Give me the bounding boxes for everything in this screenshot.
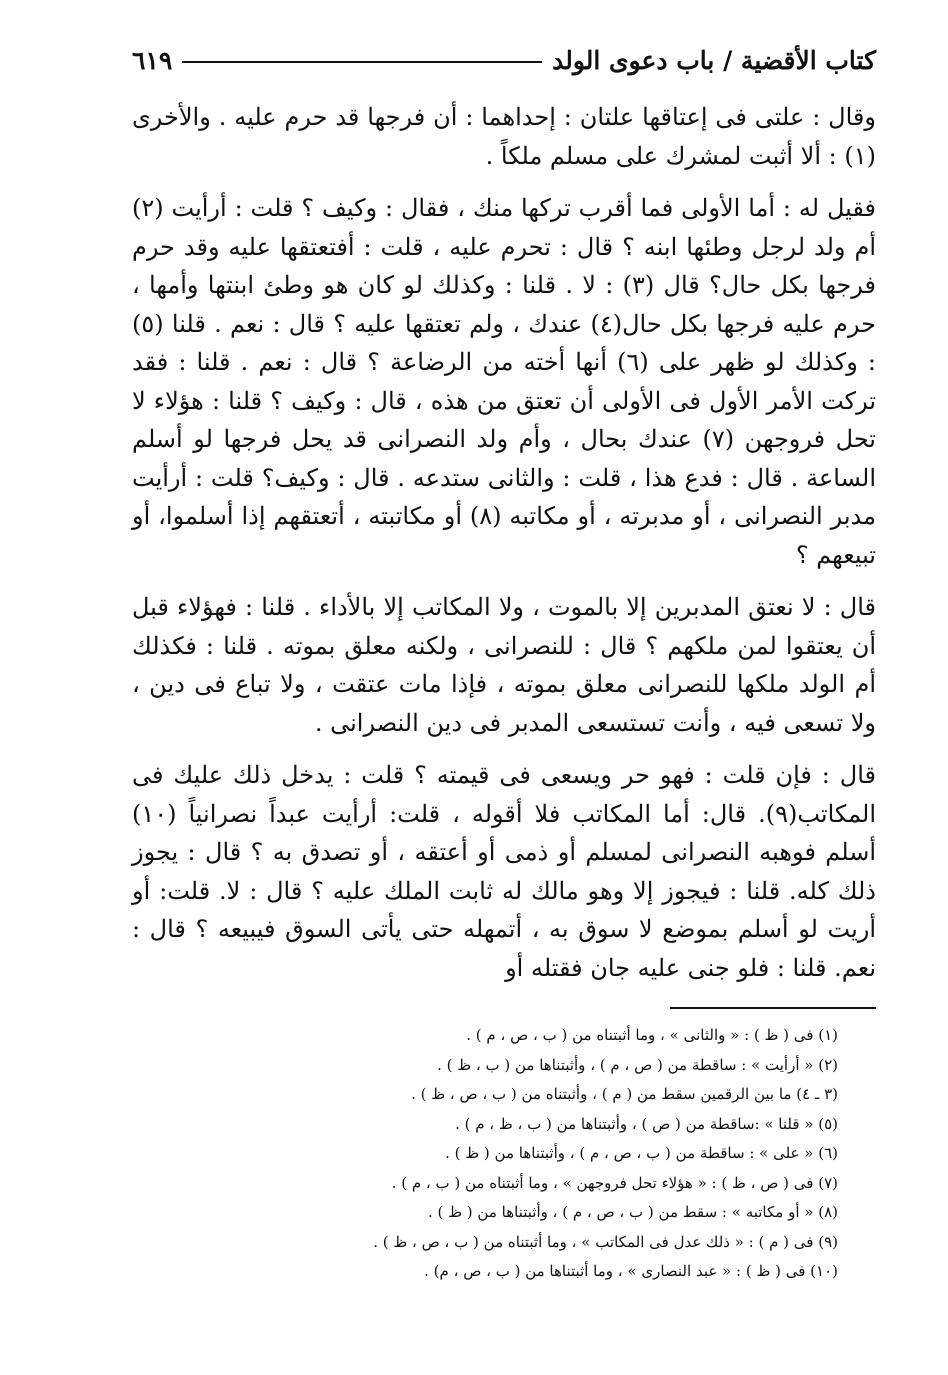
footnote: (٢) « أرأيت » : ساقطة من ( ص ، م ) ، وأثبتناها من ( ب ، ظ ) . <box>437 1055 838 1074</box>
footnote: (٧) فى ( ص ، ظ ) : « هؤلاء تحل فروجهن » ، وما أثبتناه من ( ب ، م ) . <box>391 1173 838 1192</box>
footnote-separator <box>670 1007 876 1009</box>
footnote: (٦) « على » : ساقطة من ( ب ، ص ، م ) ، وأثبتناها من ( ظ ) . <box>445 1144 838 1162</box>
running-header <box>132 40 876 80</box>
header-rule <box>182 61 542 63</box>
footnote: (٩) فى ( م ) : « ذلك عدل فى المكاتب » ، وما أثبتناه من ( ب ، ص ، ظ ) . <box>373 1232 838 1251</box>
paragraph: وقال : علتى فى إعتاقها علتان : إحداهما : أن فرجها قد حرم عليه . والأخرى (١) : ألا أثبت لمشرك على مسلم ملكاً . <box>132 103 876 170</box>
footnote: (٥) « قلنا » :ساقطة من ( ص ) ، وأثبتناها من ( ب ، ظ ، م ) . <box>455 1114 838 1133</box>
chapter-title: كتاب الأقضية / باب دعوى الولد <box>552 45 876 75</box>
page-number: ٦١٩ <box>132 45 173 75</box>
paragraph: فقيل له : أما الأولى فما أقرب تركها منك ، فقال : وكيف ؟ قلت : أرأيت (٢) أم ولد لرجل وطئها ابنه ؟ قال : تحرم عليه ، قلت : أفتعتقها عليه وقد حرم فرجها بكل حال؟ قال (٣) : لا . قلنا : وكذلك لو كان هو وطئ ابنتها وأمها ، حرم عليه فرجها بكل حال(٤) عندك ، ولم تعتقها عليه ؟ قال : نعم . قلنا (٥) : وكذلك لو ظهر على (٦) أنها أخته من الرضاعة ؟ قال : نعم . قلنا : فقد تركت الأمر الأول فى الأولى أن تعتق من هذه ، قال : وكيف ؟ قلنا : هؤلاء لا تحل فروجهن (٧) عندك بحال ، وأم ولد النصرانى قد يحل فرجها لو أسلم الساعة . قال : فدع هذا ، قلت : والثانى ستدعه . قال : وكيف؟ قلت : أرأيت مدبر النصرانى ، أو مدبرته ، أو مكاتبه (٨) أو مكاتبته ، أتعتقهم إذا أسلموا، أو تبيعهم ؟ <box>132 194 876 569</box>
paragraph: قال : فإن قلت : فهو حر ويسعى فى قيمته ؟ قلت : يدخل ذلك عليك فى المكاتب(٩). قال: أما المكاتب فلا أقوله ، قلت: أرأيت عبداً نصرانياً (١٠) أسلم فوهبه النصرانى لمسلم أو ذمى أو أعتقه ، أو تصدق به ؟ قال : يجوز ذلك كله. قلنا : فيجوز إلا وهو مالك له ثابت الملك عليه ؟ قال : لا. قلت: أو أريت لو أسلم بموضع لا سوق به ، أتمهله حتى يأتى السوق فيبيعه ؟ قال : نعم. قلنا : فلو جنى عليه جان فقتله أو <box>132 761 877 982</box>
footnote: (١) فى ( ظ ) : « والثانى » ، وما أثبتناه من ( ب ، ص ، م ) . <box>466 1026 838 1044</box>
paragraph: قال : لا نعتق المدبرين إلا بالموت ، ولا المكاتب إلا بالأداء . قلنا : فهؤلاء قبل أن يعتقوا لمن ملكهم ؟ قال : للنصرانى ، ولكنه معلق بموته . قلنا : فكذلك أم الولد ملكها للنصرانى معلق بموته ، فإذا مات عتقت ، ولا تباع فى دين ، ولا تسعى فيه ، وأنت تستسعى المدبر فى دين النصرانى . <box>132 593 876 737</box>
footnotes <box>132 1021 876 1287</box>
book-page <box>132 40 876 1287</box>
footnote: (١٠) فى ( ظ ) : « عبد النصارى » ، وما أثبتناها من ( ب ، ص ، م) . <box>424 1262 838 1280</box>
main-text <box>132 98 876 987</box>
footnote: (٣ ـ ٤) ما بين الرقمين سقط من ( م ) ، وأثبتناه من ( ب ، ص ، ظ ) . <box>411 1085 838 1103</box>
footnote: (٨) « أو مكاتبه » : سقط من ( ب ، ص ، م ) ، وأثبتناها من ( ظ ) . <box>428 1203 838 1221</box>
